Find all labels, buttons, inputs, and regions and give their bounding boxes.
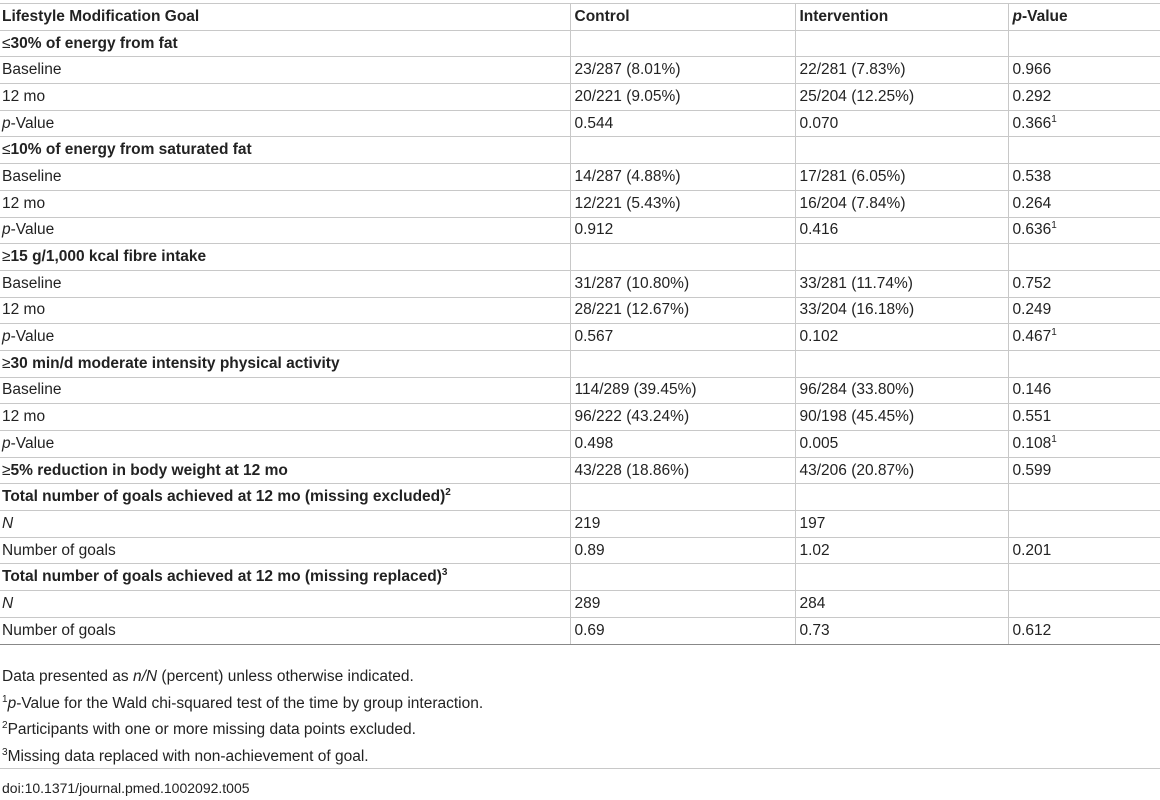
section-symbol: ≥ xyxy=(2,248,11,266)
table-header-row xyxy=(0,4,1160,31)
section-title xyxy=(0,457,570,484)
header-goal: Lifestyle Modification Goal xyxy=(0,4,570,31)
cell-intervention: 22/281 (7.83%) xyxy=(795,57,1008,84)
cell-intervention: 16/204 (7.84%) xyxy=(795,190,1008,217)
pvalue-text: 0.467 xyxy=(1012,328,1052,346)
row-label: Baseline xyxy=(0,377,570,404)
cell-intervention: 0.070 xyxy=(795,110,1008,137)
cell-intervention: 33/281 (11.74%) xyxy=(795,270,1008,297)
cell-control: 28/221 (12.67%) xyxy=(570,297,795,324)
cell-control: 0.912 xyxy=(570,217,795,244)
section-title xyxy=(0,350,570,377)
cell-control: 14/287 (4.88%) xyxy=(570,164,795,191)
doi-text: doi:10.1371/journal.pmed.1002092.t005 xyxy=(2,780,250,796)
table-row xyxy=(0,297,1160,324)
cell-intervention: 197 xyxy=(795,511,1008,538)
header-pvalue-italic: p xyxy=(1012,7,1022,25)
footnote-2 xyxy=(2,717,483,744)
row-label: 12 mo xyxy=(0,190,570,217)
section-title-text: 10% of energy from saturated fat xyxy=(10,141,252,159)
row-label: 12 mo xyxy=(0,404,570,431)
section-title-text: 15 g/1,000 kcal fibre intake xyxy=(10,248,207,266)
table-row xyxy=(0,431,1160,458)
cell-pvalue xyxy=(1008,591,1160,618)
pvalue-text: 0.108 xyxy=(1012,434,1052,452)
cell-intervention: 284 xyxy=(795,591,1008,618)
cell-pvalue xyxy=(1008,511,1160,538)
cell-intervention: 33/204 (16.18%) xyxy=(795,297,1008,324)
table-row xyxy=(0,324,1160,351)
cell-control: 114/289 (39.45%) xyxy=(570,377,795,404)
section-symbol: ≤ xyxy=(2,34,11,52)
header-pvalue xyxy=(1008,4,1160,31)
row-label xyxy=(0,217,570,244)
row-label: Baseline xyxy=(0,270,570,297)
section-title-text: 30 min/d moderate intensity physical activity xyxy=(10,354,340,372)
cell-control: 0.69 xyxy=(570,617,795,644)
table-row xyxy=(0,270,1160,297)
cell-intervention: 90/198 (45.45%) xyxy=(795,404,1008,431)
cell-intervention: 0.005 xyxy=(795,431,1008,458)
cell-pvalue: 0.538 xyxy=(1008,164,1160,191)
cell-control: 0.498 xyxy=(570,431,795,458)
row-label xyxy=(0,324,570,351)
footnote-italic: p xyxy=(7,694,17,712)
row-label-italic: p xyxy=(2,328,11,346)
cell-intervention: 0.102 xyxy=(795,324,1008,351)
cell-control: 12/221 (5.43%) xyxy=(570,190,795,217)
cell-control: 219 xyxy=(570,511,795,538)
table-row xyxy=(0,404,1160,431)
footnote-text: Data presented as xyxy=(2,668,133,685)
row-label-italic: p xyxy=(2,221,11,239)
table-row xyxy=(0,217,1160,244)
row-label: Baseline xyxy=(0,164,570,191)
section-title-text: 5% reduction in body weight at 12 mo xyxy=(10,461,288,479)
header-control: Control xyxy=(570,4,795,31)
header-pvalue-rest: -Value xyxy=(1021,7,1068,25)
section-title xyxy=(0,564,570,591)
footnote-marker: 3 xyxy=(441,567,448,579)
pvalue-text: 0.636 xyxy=(1012,221,1052,239)
row-label: Baseline xyxy=(0,57,570,84)
cell-control: 0.544 xyxy=(570,110,795,137)
section-title xyxy=(0,484,570,511)
doi-divider xyxy=(0,768,1160,769)
table-row xyxy=(0,110,1160,137)
footnote-marker: 1 xyxy=(2,693,8,705)
table-footnotes xyxy=(2,664,483,770)
cell-pvalue xyxy=(1008,324,1160,351)
footnote-1 xyxy=(2,691,483,718)
section-header-row xyxy=(0,137,1160,164)
section-title xyxy=(0,30,570,57)
table-row xyxy=(0,190,1160,217)
footnote-text: -Value for the Wald chi-squared test of the time by group interaction. xyxy=(16,694,484,712)
footnote-data-presentation xyxy=(2,664,483,691)
section-title xyxy=(0,244,570,271)
cell-pvalue: 0.249 xyxy=(1008,297,1160,324)
row-label: Number of goals xyxy=(0,617,570,644)
cell-control: 96/222 (43.24%) xyxy=(570,404,795,431)
row-label xyxy=(0,431,570,458)
footnote-3 xyxy=(2,744,483,771)
section-title-text: Total number of goals achieved at 12 mo (missing excluded) xyxy=(2,488,446,506)
table-row xyxy=(0,511,1160,538)
cell-pvalue: 0.599 xyxy=(1008,457,1160,484)
table-row xyxy=(0,617,1160,644)
row-label: 12 mo xyxy=(0,297,570,324)
section-header-row xyxy=(0,484,1160,511)
cell-pvalue: 0.146 xyxy=(1008,377,1160,404)
footnote-marker: 3 xyxy=(2,746,8,758)
cell-pvalue: 0.201 xyxy=(1008,537,1160,564)
results-table xyxy=(0,3,1160,645)
cell-intervention: 25/204 (12.25%) xyxy=(795,84,1008,111)
cell-intervention: 96/284 (33.80%) xyxy=(795,377,1008,404)
cell-control: 23/287 (8.01%) xyxy=(570,57,795,84)
section-header-row xyxy=(0,244,1160,271)
footnote-marker: 2 xyxy=(445,487,451,499)
section-title-text: 30% of energy from fat xyxy=(10,34,178,52)
row-label-italic: N xyxy=(2,514,14,532)
table-row xyxy=(0,84,1160,111)
cell-intervention: 0.416 xyxy=(795,217,1008,244)
pvalue-text: 0.366 xyxy=(1012,114,1052,132)
section-header-row xyxy=(0,564,1160,591)
section-header-row xyxy=(0,30,1160,57)
cell-intervention: 43/206 (20.87%) xyxy=(795,457,1008,484)
cell-control: 31/287 (10.80%) xyxy=(570,270,795,297)
cell-pvalue: 0.551 xyxy=(1008,404,1160,431)
cell-pvalue xyxy=(1008,217,1160,244)
cell-pvalue: 0.292 xyxy=(1008,84,1160,111)
cell-pvalue: 0.752 xyxy=(1008,270,1160,297)
table-row xyxy=(0,591,1160,618)
cell-control: 0.567 xyxy=(570,324,795,351)
row-label-rest: -Value xyxy=(10,434,55,452)
row-label-italic: p xyxy=(2,434,11,452)
footnote-text: Participants with one or more missing data points excluded. xyxy=(7,721,416,738)
footnote-marker: 2 xyxy=(2,719,8,731)
footnote-text: Missing data replaced with non-achievement of goal. xyxy=(7,747,369,765)
row-label xyxy=(0,591,570,618)
row-label xyxy=(0,110,570,137)
cell-intervention: 1.02 xyxy=(795,537,1008,564)
cell-control: 289 xyxy=(570,591,795,618)
footnote-marker: 1 xyxy=(1051,326,1057,338)
section-title xyxy=(0,137,570,164)
table-row xyxy=(0,57,1160,84)
section-symbol: ≤ xyxy=(2,141,11,159)
row-label-rest: -Value xyxy=(10,328,55,346)
cell-control: 20/221 (9.05%) xyxy=(570,84,795,111)
table-row xyxy=(0,537,1160,564)
cell-pvalue xyxy=(1008,110,1160,137)
cell-intervention: 17/281 (6.05%) xyxy=(795,164,1008,191)
header-intervention: Intervention xyxy=(795,4,1008,31)
row-label: Number of goals xyxy=(0,537,570,564)
table-row xyxy=(0,164,1160,191)
footnote-marker: 1 xyxy=(1051,433,1057,445)
section-header-row xyxy=(0,350,1160,377)
row-label-italic: p xyxy=(2,114,11,132)
cell-pvalue: 0.264 xyxy=(1008,190,1160,217)
table-row xyxy=(0,377,1160,404)
footnote-marker: 1 xyxy=(1051,113,1057,125)
footnote-marker: 1 xyxy=(1051,220,1057,232)
section-symbol: ≥ xyxy=(2,354,11,372)
section-title-text: Total number of goals achieved at 12 mo (missing replaced) xyxy=(2,568,442,586)
row-label-rest: -Value xyxy=(10,114,55,132)
row-label-italic: N xyxy=(2,594,14,612)
section-symbol: ≥ xyxy=(2,461,11,479)
weight-reduction-row xyxy=(0,457,1160,484)
cell-control: 0.89 xyxy=(570,537,795,564)
footnote-text: (percent) unless otherwise indicated. xyxy=(157,668,414,685)
cell-pvalue xyxy=(1008,431,1160,458)
cell-intervention: 0.73 xyxy=(795,617,1008,644)
row-label-rest: -Value xyxy=(10,221,55,239)
cell-pvalue: 0.612 xyxy=(1008,617,1160,644)
row-label xyxy=(0,511,570,538)
cell-control: 43/228 (18.86%) xyxy=(570,457,795,484)
cell-pvalue: 0.966 xyxy=(1008,57,1160,84)
row-label: 12 mo xyxy=(0,84,570,111)
footnote-italic: n/N xyxy=(132,668,158,685)
